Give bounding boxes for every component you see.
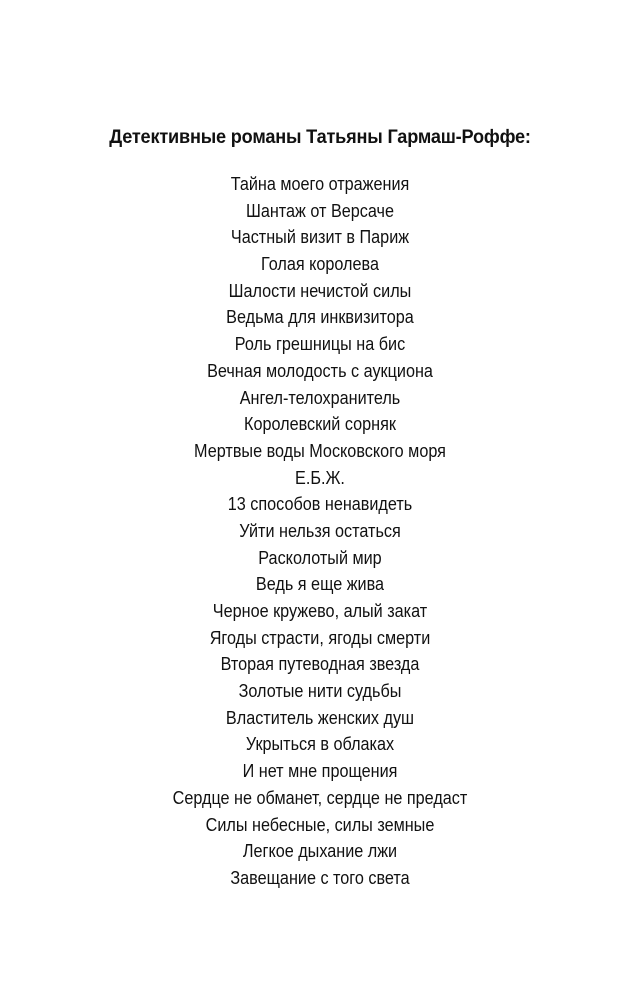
book-title: Сердце не обманет, сердце не предаст xyxy=(172,787,468,808)
book-title-list xyxy=(0,171,640,892)
book-title: Силы небесные, силы земные xyxy=(205,814,435,835)
book-title: 13 способов ненавидеть xyxy=(227,494,413,515)
book-title: Тайна моего отражения xyxy=(230,174,410,194)
book-title: Черное кружево, алый закат xyxy=(212,601,428,621)
page-heading: Детективные романы Татьяны Гармаш-Роффе: xyxy=(109,126,531,148)
book-title: Королевский сорняк xyxy=(244,414,396,435)
book-title: Ангел-телохранитель xyxy=(239,387,401,408)
book-title: Роль грешницы на бис xyxy=(234,334,406,355)
book-title: Укрыться в облаках xyxy=(245,734,395,755)
book-title: Вечная молодость с аукциона xyxy=(207,360,433,381)
book-title: Уйти нельзя остаться xyxy=(239,520,401,541)
book-title: Шалости нечистой силы xyxy=(228,280,412,301)
book-title: Частный визит в Париж xyxy=(230,227,410,248)
book-title: Ведь я еще жива xyxy=(255,574,385,595)
book-title: И нет мне прощения xyxy=(242,761,398,782)
book-title: Завещание с того света xyxy=(230,867,410,888)
book-title: Голая королева xyxy=(261,254,379,275)
book-title: Шантаж от Версаче xyxy=(246,200,394,221)
book-title: Легкое дыхание лжи xyxy=(242,841,398,862)
book-title: Ягоды страсти, ягоды смерти xyxy=(209,627,431,648)
book-title: Расколотый мир xyxy=(258,547,382,568)
book-title: Е.Б.Ж. xyxy=(295,467,345,488)
book-title: Золотые нити судьбы xyxy=(238,681,402,702)
book-title: Мертвые воды Московского моря xyxy=(194,440,446,461)
book-title: Вторая путеводная звезда xyxy=(220,654,420,675)
book-title: Ведьма для инквизитора xyxy=(226,307,414,328)
book-title: Властитель женских душ xyxy=(225,707,415,728)
